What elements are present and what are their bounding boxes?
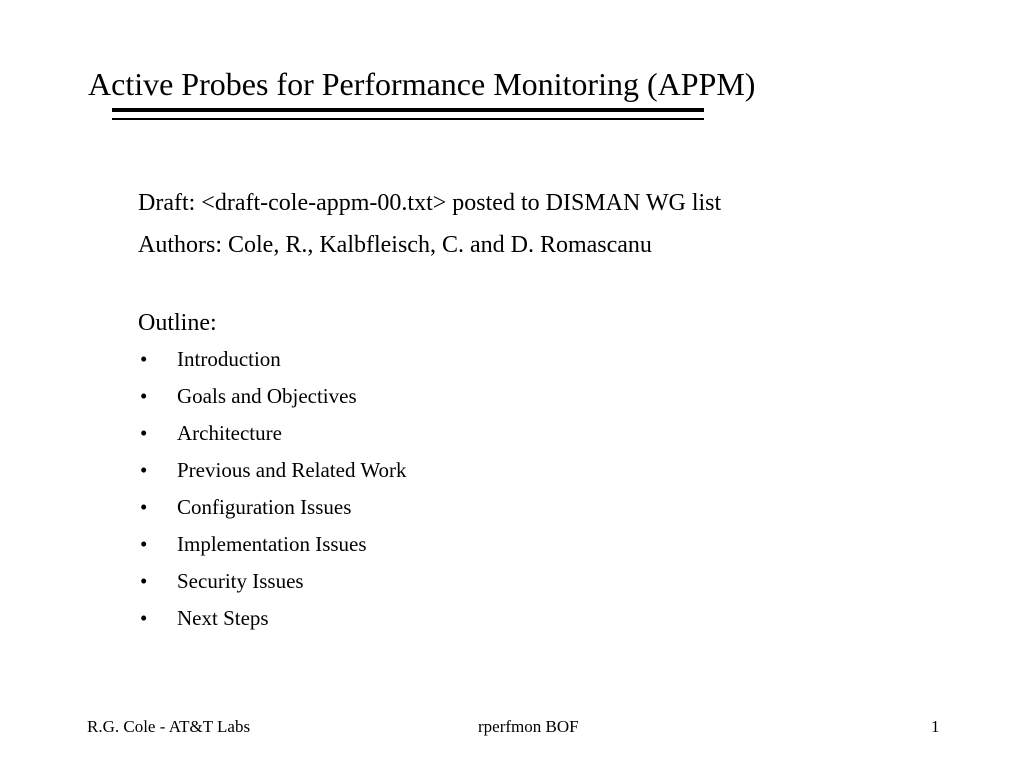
bullet-icon: •: [140, 421, 148, 445]
bullet-icon: •: [140, 458, 148, 482]
draft-line: Draft: <draft-cole-appm-00.txt> posted to DISMAN WG list: [138, 190, 722, 216]
outline-heading: Outline:: [138, 310, 217, 336]
authors-line: Authors: Cole, R., Kalbfleisch, C. and D. Romascanu: [138, 232, 652, 258]
outline-item-label: Next Steps: [177, 606, 269, 630]
title-underline-thick: [112, 108, 704, 112]
bullet-icon: •: [140, 495, 148, 519]
outline-item-label: Goals and Objectives: [177, 384, 357, 408]
outline-item-label: Security Issues: [177, 569, 304, 593]
title-underline-thin: [112, 118, 704, 120]
footer-event: rperfmon BOF: [478, 717, 579, 736]
outline-item-label: Implementation Issues: [177, 532, 367, 556]
outline-item-label: Configuration Issues: [177, 495, 352, 519]
outline-item-label: Architecture: [177, 421, 282, 445]
outline-item-label: Previous and Related Work: [177, 458, 407, 482]
bullet-icon: •: [140, 384, 148, 408]
bullet-icon: •: [140, 532, 148, 556]
slide-title: Active Probes for Performance Monitoring (APPM): [88, 66, 756, 102]
bullet-icon: •: [140, 606, 148, 630]
page-number: 1: [931, 717, 940, 736]
footer-author: R.G. Cole - AT&T Labs: [87, 717, 251, 736]
bullet-icon: •: [140, 569, 148, 593]
outline-item-label: Introduction: [177, 347, 281, 371]
bullet-icon: •: [140, 347, 148, 371]
